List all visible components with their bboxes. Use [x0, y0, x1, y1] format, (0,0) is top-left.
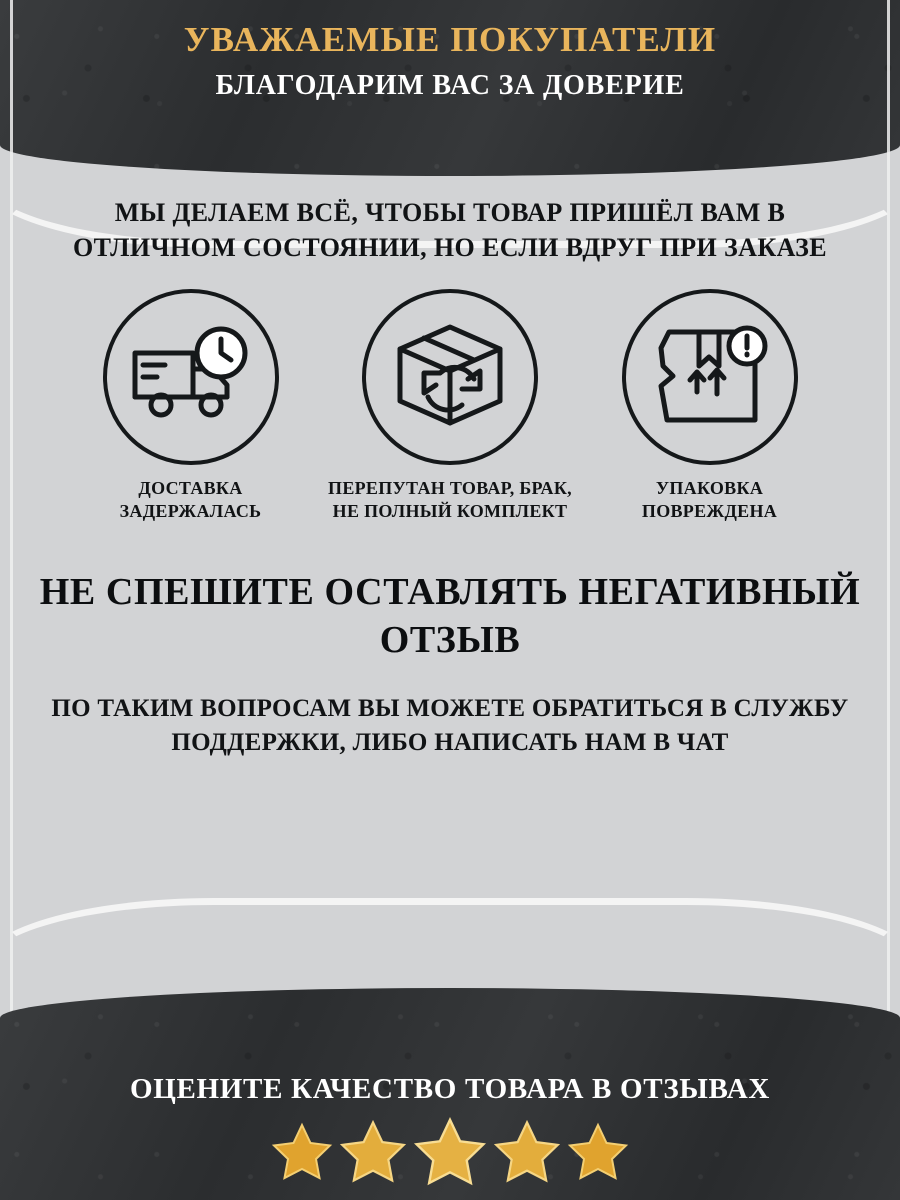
support-instructions: ПО ТАКИМ ВОПРОСАМ ВЫ МОЖЕТЕ ОБРАТИТЬСЯ В СЛУЖБУ ПОДДЕРЖКИ, ЛИБО НАПИСАТЬ НАМ В ЧАТ — [51, 695, 849, 756]
delivery-truck-clock-icon — [103, 289, 279, 465]
issue-icons-row — [30, 289, 870, 523]
bottom-arc-divider — [0, 898, 900, 1038]
star-rating — [0, 1116, 900, 1188]
star-icon — [271, 1122, 333, 1182]
star-icon — [493, 1119, 561, 1185]
star-icon — [413, 1116, 487, 1188]
issue-item-damaged-package — [587, 289, 832, 523]
header-title-gold: УВАЖАЕМЫЕ ПОКУПАТЕЛИ — [183, 20, 717, 59]
issue-item-delivery-delayed — [68, 289, 313, 523]
main-content — [30, 196, 870, 759]
footer-call-to-action: ОЦЕНИТЕ КАЧЕСТВО ТОВАРА В ОТЗЫВАХ — [129, 1073, 771, 1106]
lead-paragraph: МЫ ДЕЛАЕМ ВСЁ, ЧТОБЫ ТОВАР ПРИШЁЛ ВАМ В ОТЛИЧНОМ СОСТОЯНИИ, НО ЕСЛИ ВДРУГ ПРИ ЗАКАЗЕ — [73, 198, 827, 262]
headline-no-negative-review: НЕ СПЕШИТЕ ОСТАВЛЯТЬ НЕГАТИВНЫЙ ОТЗЫВ — [39, 571, 861, 661]
issue-item-wrong-item — [328, 289, 573, 523]
star-icon — [567, 1122, 629, 1182]
damaged-package-icon — [622, 289, 798, 465]
star-icon — [339, 1119, 407, 1185]
issue-caption-delivery-delayed: ДОСТАВКА ЗАДЕРЖАЛАСЬ — [119, 478, 262, 522]
issue-caption-damaged-package: УПАКОВКА ПОВРЕЖДЕНА — [641, 478, 778, 522]
header-title-white: БЛАГОДАРИМ ВАС ЗА ДОВЕРИЕ — [215, 70, 685, 102]
issue-caption-wrong-item: ПЕРЕПУТАН ТОВАР, БРАК, НЕ ПОЛНЫЙ КОМПЛЕКТ — [328, 478, 572, 522]
header-block — [0, 20, 900, 103]
box-return-arrow-icon — [362, 289, 538, 465]
